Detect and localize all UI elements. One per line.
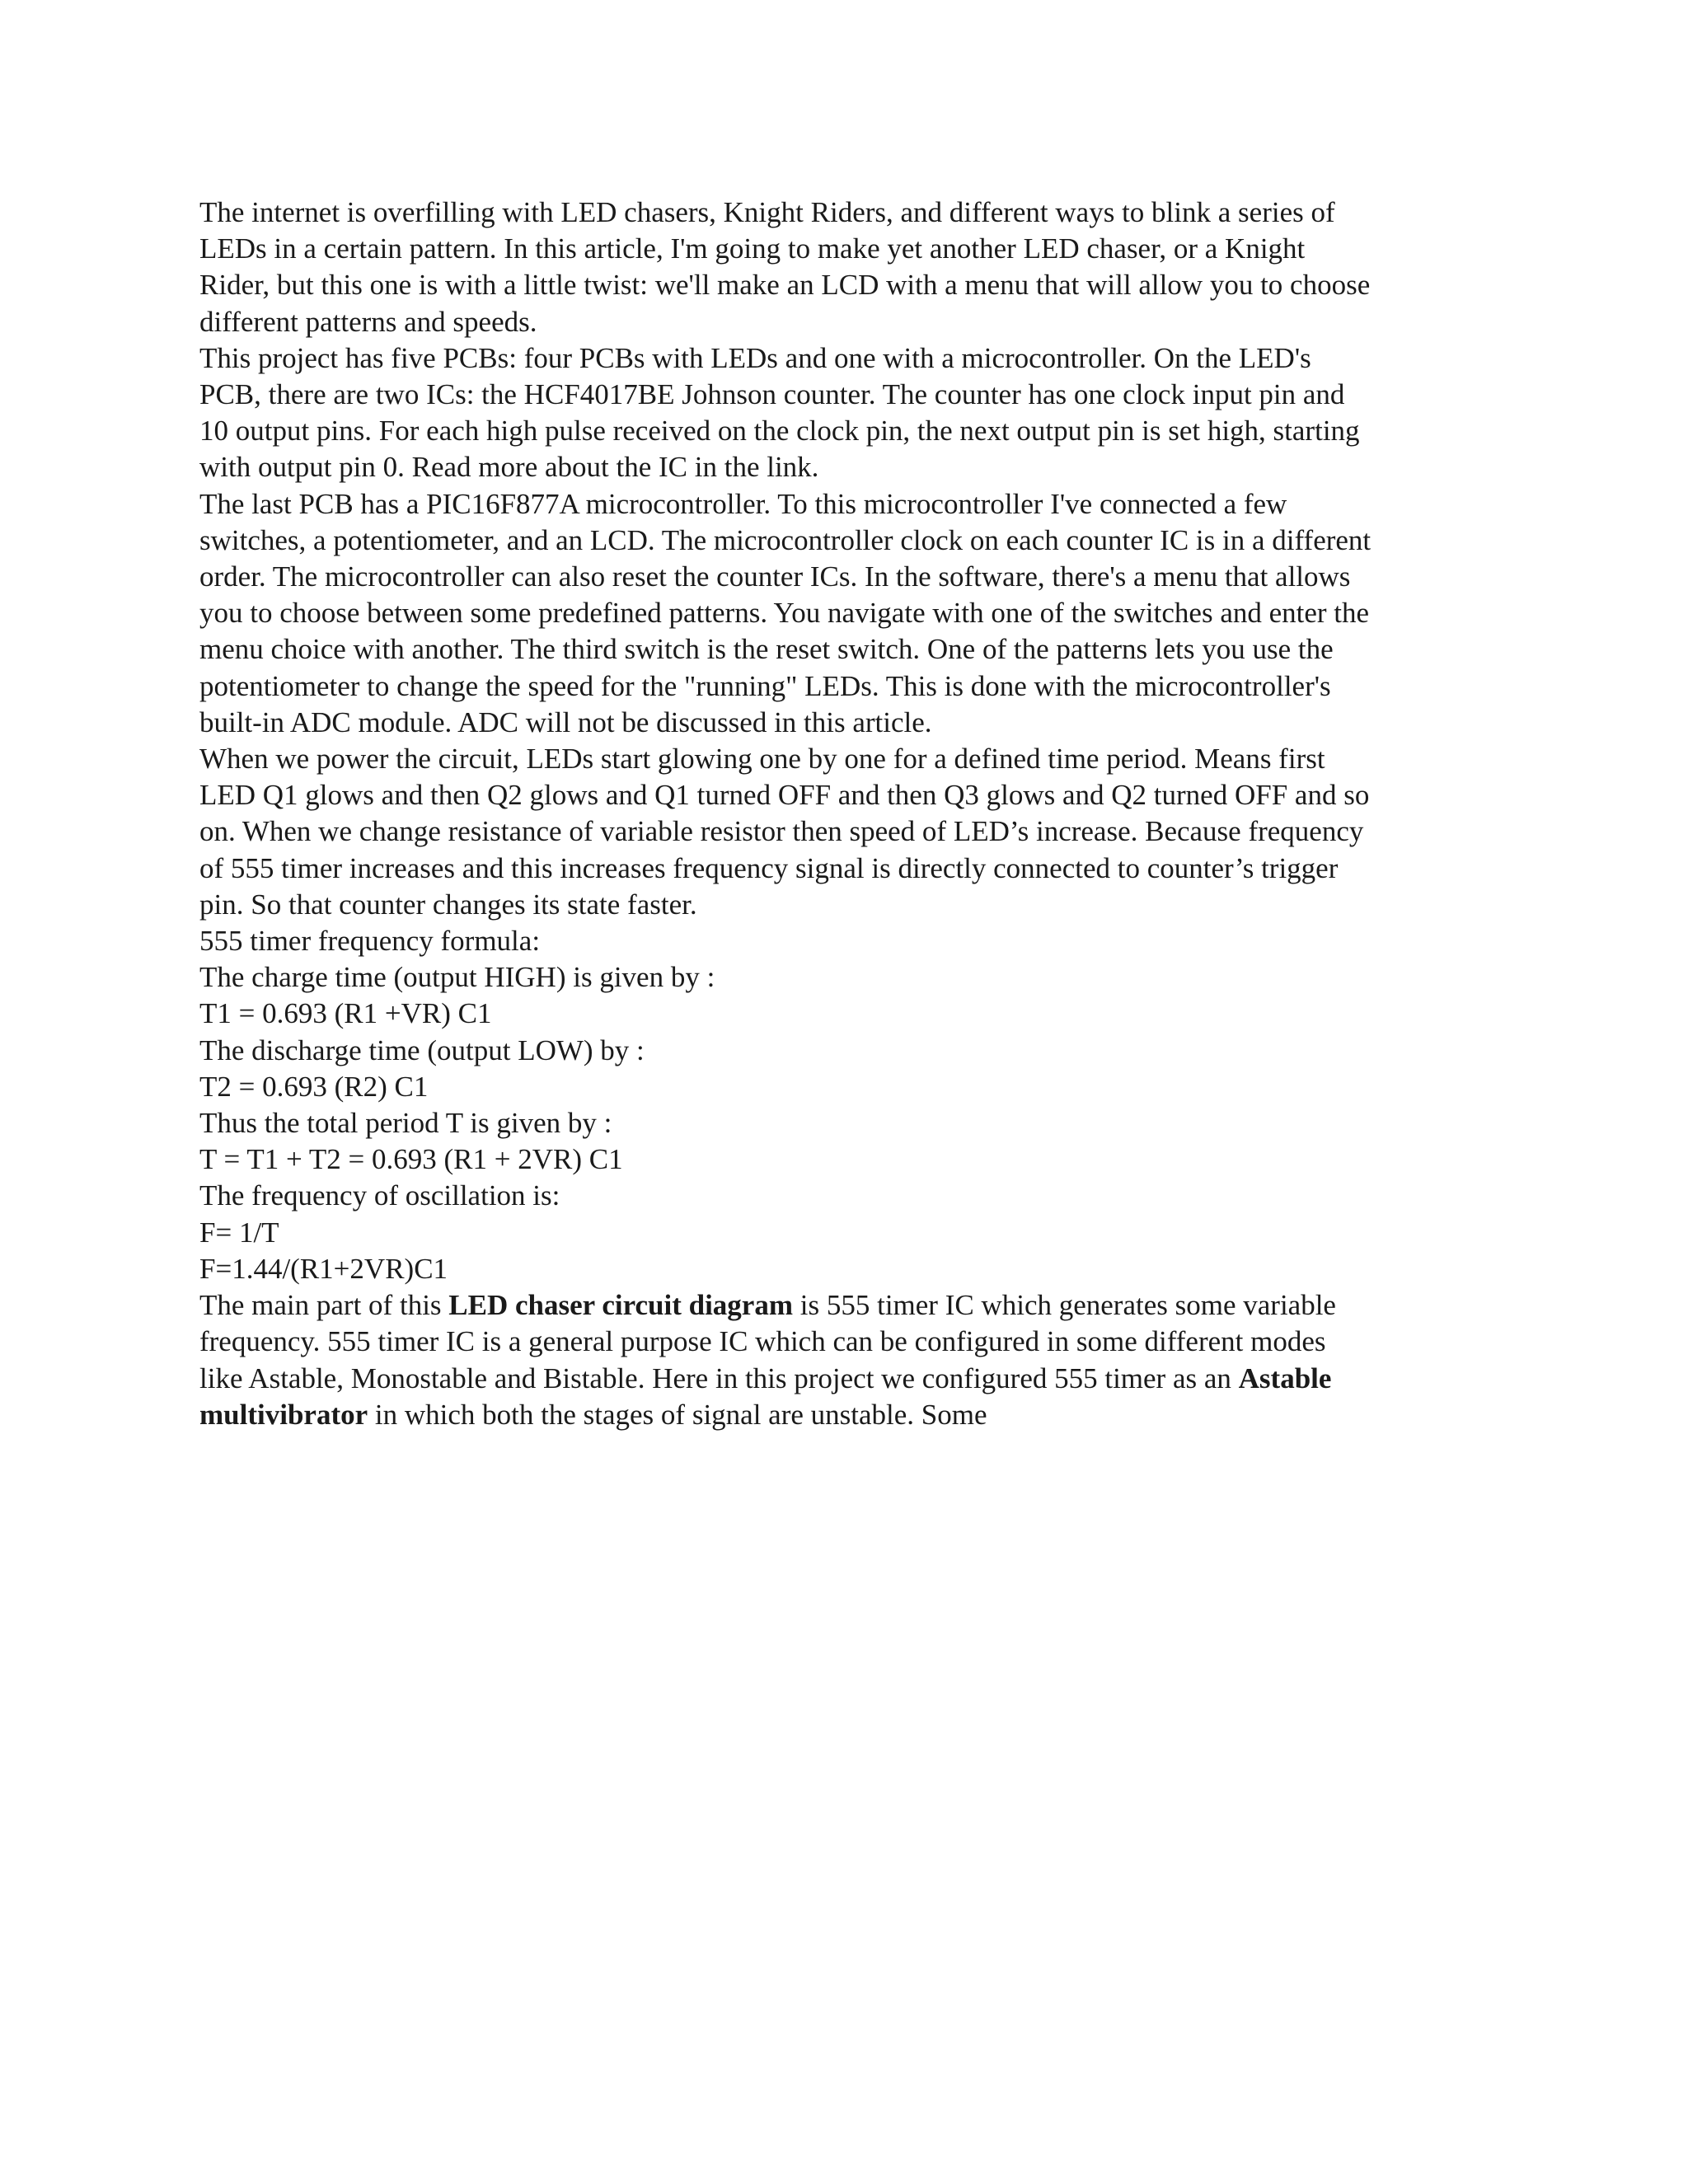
formula-line: T1 = 0.693 (R1 +VR) C1: [199, 997, 492, 1030]
text-line: LEDs in a certain pattern. In this article, I'm going to make yet another LED chaser, or a Knight: [199, 232, 1306, 265]
text-segment: is 555 timer IC which generates some variable: [793, 1289, 1336, 1322]
text-line: built-in ADC module. ADC will not be discussed in this article.: [199, 705, 932, 738]
text-line: When we power the circuit, LEDs start glowing one by one for a defined time period. Means first: [199, 743, 1325, 776]
text-line: Thus the total period T is given by :: [199, 1107, 612, 1140]
formula-line: T2 = 0.693 (R2) C1: [199, 1070, 429, 1103]
document-body: [199, 194, 1502, 1433]
text-line: The internet is overfilling with LED chasers, Knight Riders, and different ways to blink a series of: [199, 196, 1335, 228]
text-line: [199, 1287, 1502, 1324]
text-line: PCB, there are two ICs: the HCF4017BE Johnson counter. The counter has one clock input pin and: [199, 378, 1345, 411]
text-line: Rider, but this one is with a little twist: we'll make an LCD with a menu that will allow you to choose: [199, 269, 1371, 302]
text-line: [199, 1397, 1502, 1433]
text-line: LED Q1 glows and then Q2 glows and Q1 turned OFF and then Q3 glows and Q2 turned OFF and so: [199, 779, 1370, 812]
text-line: switches, a potentiometer, and an LCD. The microcontroller clock on each counter IC is in a different: [199, 523, 1372, 556]
formula-line: F=1.44/(R1+2VR)C1: [199, 1252, 448, 1285]
bold-phrase: LED chaser circuit diagram: [448, 1289, 793, 1322]
bold-phrase: multivibrator: [199, 1398, 368, 1431]
text-line: menu choice with another. The third switch is the reset switch. One of the patterns lets you use the: [199, 633, 1334, 666]
text-line: pin. So that counter changes its state faster.: [199, 888, 697, 921]
text-line: order. The microcontroller can also reset the counter ICs. In the software, there's a menu that allows: [199, 560, 1351, 593]
text-line: with output pin 0. Read more about the IC in the link.: [199, 451, 819, 484]
text-line: you to choose between some predefined patterns. You navigate with one of the switches and enter the: [199, 597, 1370, 630]
text-line: different patterns and speeds.: [199, 305, 537, 338]
text-line: on. When we change resistance of variable resistor then speed of LED’s increase. Because frequency: [199, 815, 1364, 848]
text-line: frequency. 555 timer IC is a general purpose IC which can be configured in some different modes: [199, 1325, 1326, 1358]
formula-line: F= 1/T: [199, 1216, 279, 1249]
text-line: [199, 1361, 1502, 1397]
text-segment: like Astable, Monostable and Bistable. Here in this project we configured 555 timer as an: [199, 1361, 1239, 1394]
text-line: 10 output pins. For each high pulse received on the clock pin, the next output pin is set high, starting: [199, 415, 1360, 448]
text-line: of 555 timer increases and this increases frequency signal is directly connected to counter’s trigger: [199, 851, 1339, 884]
text-segment: The main part of this: [199, 1289, 449, 1322]
text-line: The frequency of oscillation is:: [199, 1179, 560, 1212]
text-segment: in which both the stages of signal are unstable. Some: [368, 1398, 987, 1431]
text-line: The last PCB has a PIC16F877A microcontroller. To this microcontroller I've connected a few: [199, 487, 1287, 520]
text-line: potentiometer to change the speed for the "running" LEDs. This is done with the microcontroller's: [199, 669, 1331, 702]
text-line: The charge time (output HIGH) is given by :: [199, 961, 715, 994]
formula-line: T = T1 + T2 = 0.693 (R1 + 2VR) C1: [199, 1143, 623, 1176]
text-line: This project has five PCBs: four PCBs with LEDs and one with a microcontroller. On the LED's: [199, 341, 1311, 374]
formula-heading: 555 timer frequency formula:: [199, 925, 541, 958]
text-line: The discharge time (output LOW) by :: [199, 1033, 645, 1066]
bold-phrase: Astable: [1238, 1361, 1332, 1394]
